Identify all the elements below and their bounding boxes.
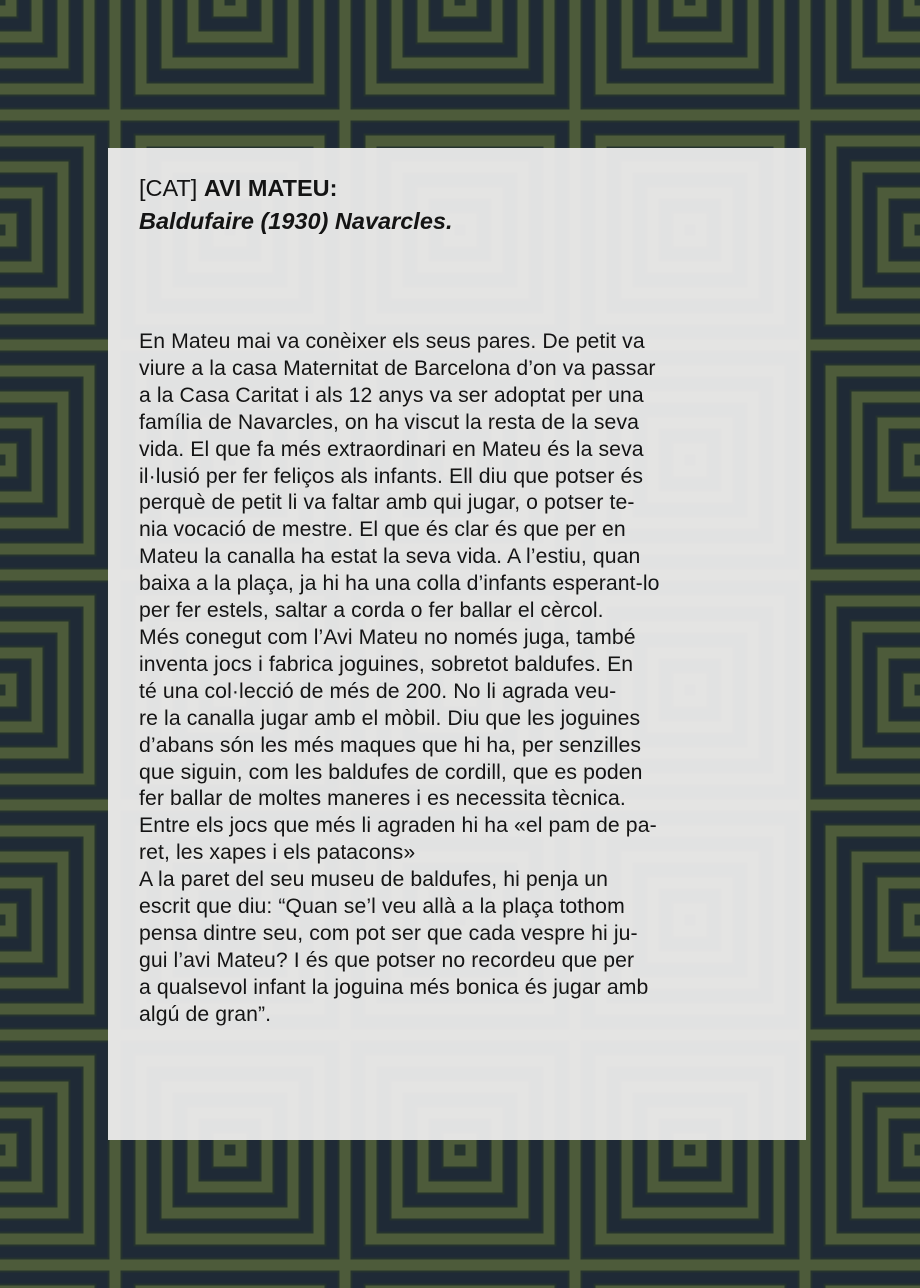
article-body <box>139 329 774 1029</box>
body-line: que siguin, com les baldufes de cordill, que es poden <box>139 760 643 784</box>
body-line: vida. El que fa més extraordinari en Mateu és la seva <box>139 437 644 461</box>
body-line: Entre els jocs que més li agraden hi ha «el pam de pa- <box>139 814 657 838</box>
body-line: per fer estels, saltar a corda o fer ballar el cèrcol. <box>139 599 604 623</box>
body-line: gui l’avi Mateu? I és que potser no recordeu que per <box>139 948 635 972</box>
body-line: d’abans són les més maques que hi ha, per senzilles <box>139 733 642 757</box>
body-line: família de Navarcles, on ha viscut la resta de la seva <box>139 410 640 434</box>
body-line: ret, les xapes i els patacons» <box>139 841 416 865</box>
body-line: escrit que diu: “Quan se’l veu allà a la plaça tothom <box>139 895 625 919</box>
body-line: Més conegut com l’Avi Mateu no només juga, també <box>139 625 636 649</box>
body-line: a qualsevol infant la joguina més bonica és jugar amb <box>139 975 649 999</box>
body-line: inventa jocs i fabrica joguines, sobretot baldufes. En <box>139 652 634 676</box>
body-line: re la canalla jugar amb el mòbil. Diu que les joguines <box>139 706 641 730</box>
body-line: algú de gran”. <box>139 1002 272 1026</box>
body-line: En Mateu mai va conèixer els seus pares. De petit va <box>139 330 645 353</box>
body-line: fer ballar de moltes maneres i es necessita tècnica. <box>139 787 626 811</box>
article-heading <box>139 172 774 205</box>
body-line: viure a la casa Maternitat de Barcelona d’on va passar <box>139 356 656 380</box>
body-line: a la Casa Caritat i als 12 anys va ser adoptat per una <box>139 383 644 407</box>
text-panel <box>108 148 806 1140</box>
body-line: A la paret del seu museu de baldufes, hi penja un <box>139 868 608 892</box>
body-line: té una col·lecció de més de 200. No li agrada veu- <box>139 679 617 703</box>
article-subtitle: Baldufaire (1930) Navarcles. <box>139 208 453 234</box>
body-line: Mateu la canalla ha estat la seva vida. A l’estiu, quan <box>139 545 641 569</box>
article-title: AVI MATEU: <box>203 175 338 201</box>
body-line: il·lusió per fer feliços als infants. Ell diu que potser és <box>139 464 644 488</box>
body-line: perquè de petit li va faltar amb qui jugar, o potser te- <box>139 491 635 515</box>
body-line: nia vocació de mestre. El que és clar és que per en <box>139 518 626 542</box>
body-line: pensa dintre seu, com pot ser que cada vespre hi ju- <box>139 921 638 945</box>
language-tag: [CAT] <box>139 175 198 201</box>
body-line: baixa a la plaça, ja hi ha una colla d’infants esperant-lo <box>139 572 660 596</box>
